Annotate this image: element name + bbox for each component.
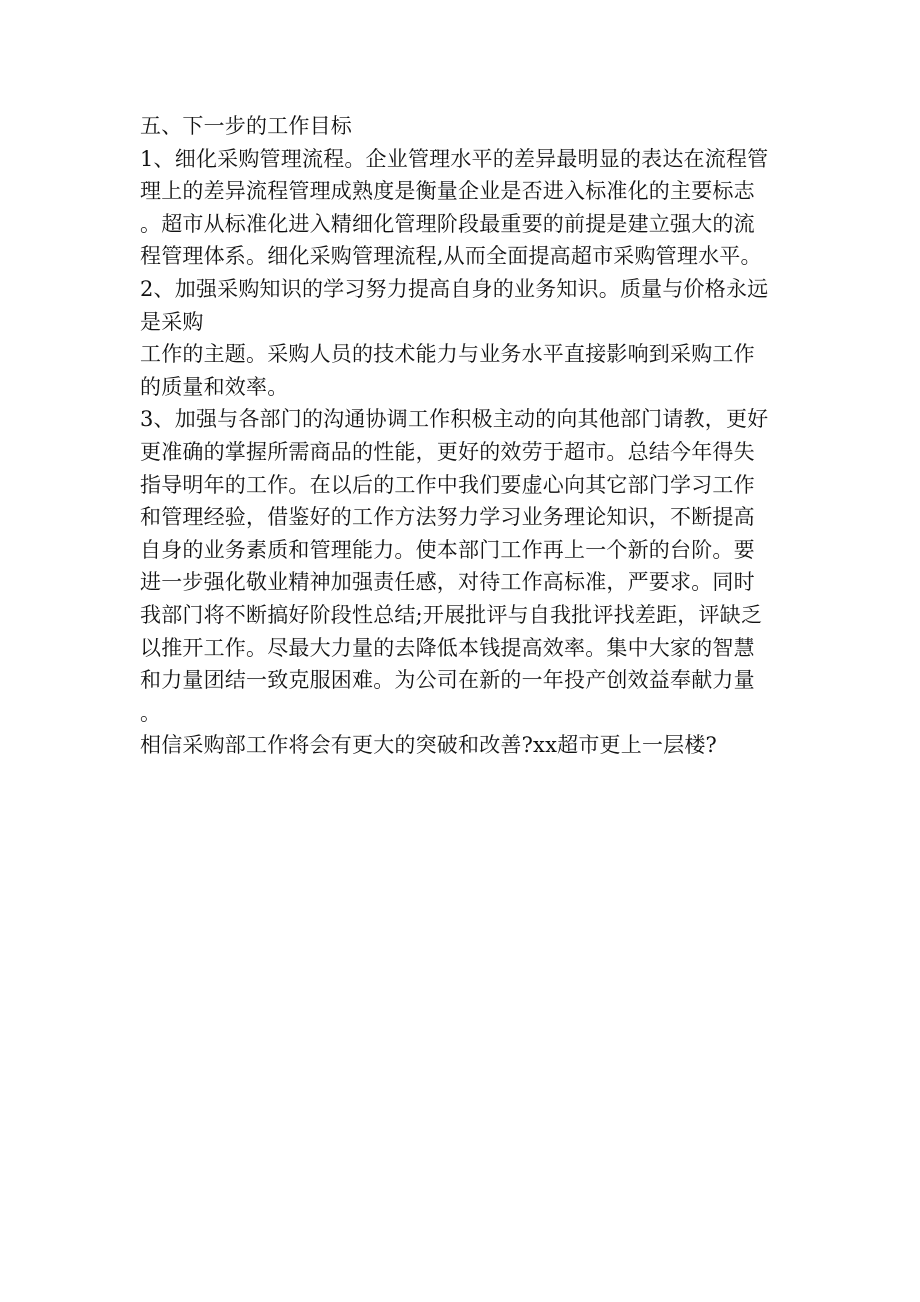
paragraph-line: 的质量和效率。	[140, 374, 289, 399]
paragraph-line: 指导明年的工作。在以后的工作中我们要虚心向其它部门学习工作	[140, 472, 755, 497]
section-heading: 五、下一步的工作目标	[140, 114, 352, 138]
document-body	[140, 110, 780, 762]
closing-line: 相信采购部工作将会有更大的突破和改善?xx超市更上一层楼?	[140, 733, 718, 758]
paragraph-line: 工作的主题。采购人员的技术能力与业务水平直接影响到采购工作	[140, 342, 755, 367]
paragraph-line: 2、加强采购知识的学习努力提高自身的业务知识。质量与价格永远	[140, 276, 769, 301]
paragraph-line: 和管理经验，借鉴好的工作方法努力学习业务理论知识，不断提高	[140, 505, 755, 530]
paragraph-line: 是采购	[140, 309, 204, 334]
paragraph-line: 以推开工作。尽最大力量的去降低本钱提高效率。集中大家的智慧	[140, 635, 755, 660]
paragraph-line: 。超市从标准化进入精细化管理阶段最重要的前提是建立强大的流	[140, 211, 755, 236]
paragraph-line: 自身的业务素质和管理能力。使本部门工作再上一个新的台阶。要	[140, 537, 755, 562]
paragraph-line: 和力量团结一致克服困难。为公司在新的一年投产创效益奉献力量	[140, 668, 755, 693]
paragraph-line: 。	[140, 700, 162, 725]
paragraph-line: 3、加强与各部门的沟通协调工作积极主动的向其他部门请教，更好	[140, 407, 769, 432]
paragraph-line: 程管理体系。细化采购管理流程,从而全面提高超市采购管理水平。	[140, 244, 762, 269]
paragraph-line: 更准确的掌握所需商品的性能，更好的效劳于超市。总结今年得失	[140, 439, 755, 464]
paragraph-line: 1、细化采购管理流程。企业管理水平的差异最明显的表达在流程管	[140, 146, 769, 171]
paragraph-line: 进一步强化敬业精神加强责任感，对待工作高标准，严要求。同时	[140, 570, 755, 595]
paragraph-line: 我部门将不断搞好阶段性总结;开展批评与自我批评找差距，评缺乏	[140, 602, 763, 627]
paragraph-line: 理上的差异流程管理成熟度是衡量企业是否进入标准化的主要标志	[140, 179, 755, 204]
